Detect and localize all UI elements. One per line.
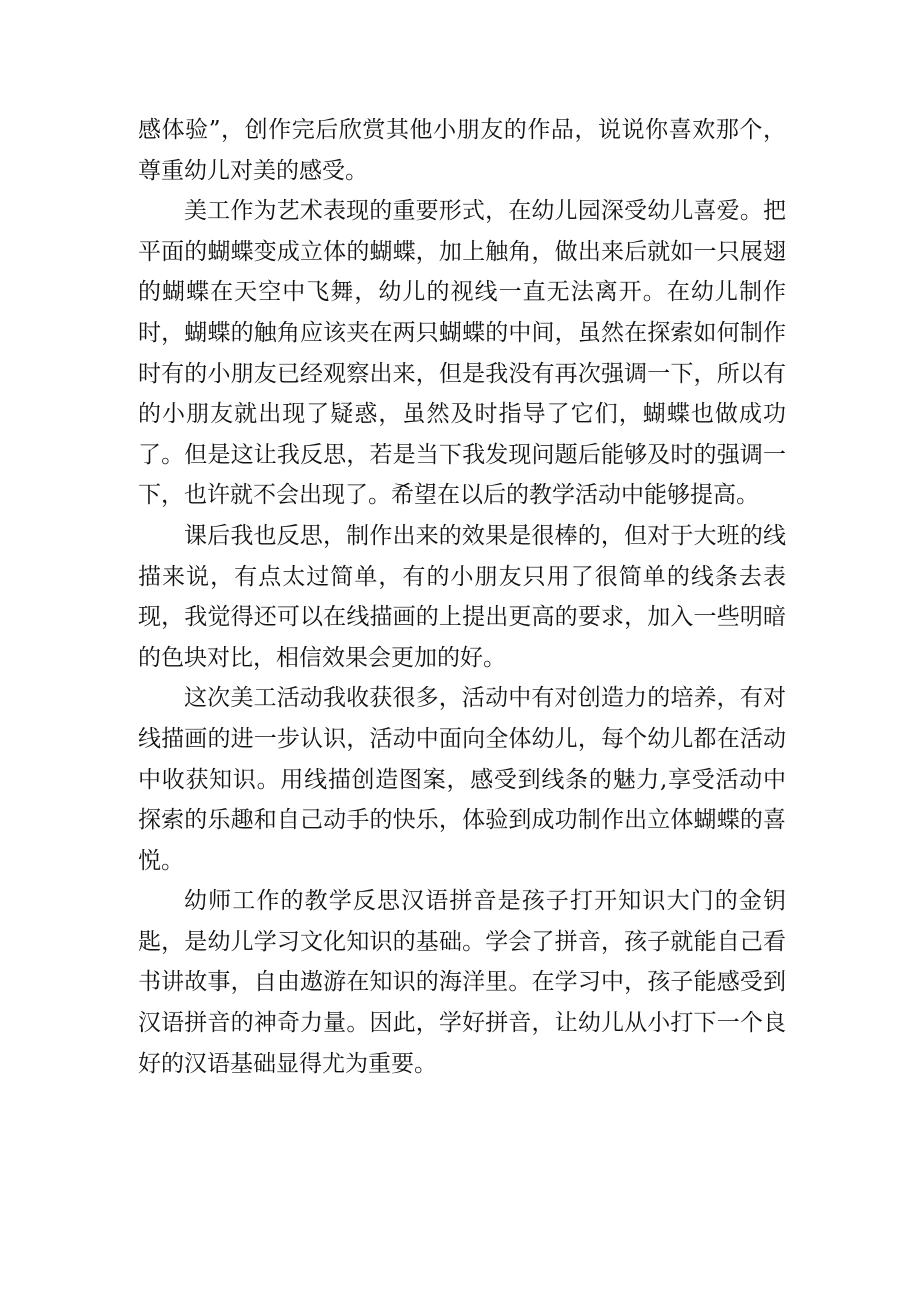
paragraph-butterfly-craft: 美工作为艺术表现的重要形式，在幼儿园深受幼儿喜爱。把平面的蝴蝶变成立体的蝴蝶，加上触角，做出来后就如一只展翅的蝴蝶在天空中飞舞，幼儿的视线一直无法离开。在幼儿制作时，蝴蝶的触角应该夹在两只蝴蝶的中间，虽然在探索如何制作时有的小朋友已经观察出来，但是我没有再次强调一下，所以有的小朋友就出现了疑惑，虽然及时指导了它们，蝴蝶也做成功了。但是这让我反思，若是当下我发现问题后能够及时的强调一下，也许就不会出现了。希望在以后的教学活动中能够提高。 (138, 198, 786, 509)
paragraph-activity-gains: 这次美工活动我收获很多，活动中有对创造力的培养，有对线描画的进一步认识，活动中面向全体幼儿，每个幼儿都在活动中收获知识。用线描创造图案，感受到线条的魅力,享受活动中探索的乐趣和自己动手的快乐，体验到成功制作出立体蝴蝶的喜悦。 (138, 685, 786, 874)
paragraph-after-class-reflection: 课后我也反思，制作出来的效果是很棒的，但对于大班的线描来说，有点太过简单，有的小朋友只用了很简单的线条去表现，我觉得还可以在线描画的上提出更高的要求，加入一些明暗的色块对比，相信效果会更加的好。 (138, 522, 786, 671)
paragraph-pinyin-reflection: 幼师工作的教学反思汉语拼音是孩子打开知识大门的金钥匙，是幼儿学习文化知识的基础。学会了拼音，孩子就能自己看书讲故事，自由遨游在知识的海洋里。在学习中，孩子能感受到汉语拼音的神奇力量。因此，学好拼音，让幼儿从小打下一个良好的汉语基础显得尤为重要。 (138, 888, 786, 1077)
paragraph-continuation: 感体验”，创作完后欣赏其他小朋友的作品，说说你喜欢那个，尊重幼儿对美的感受。 (138, 117, 786, 184)
document-body (138, 110, 786, 1084)
